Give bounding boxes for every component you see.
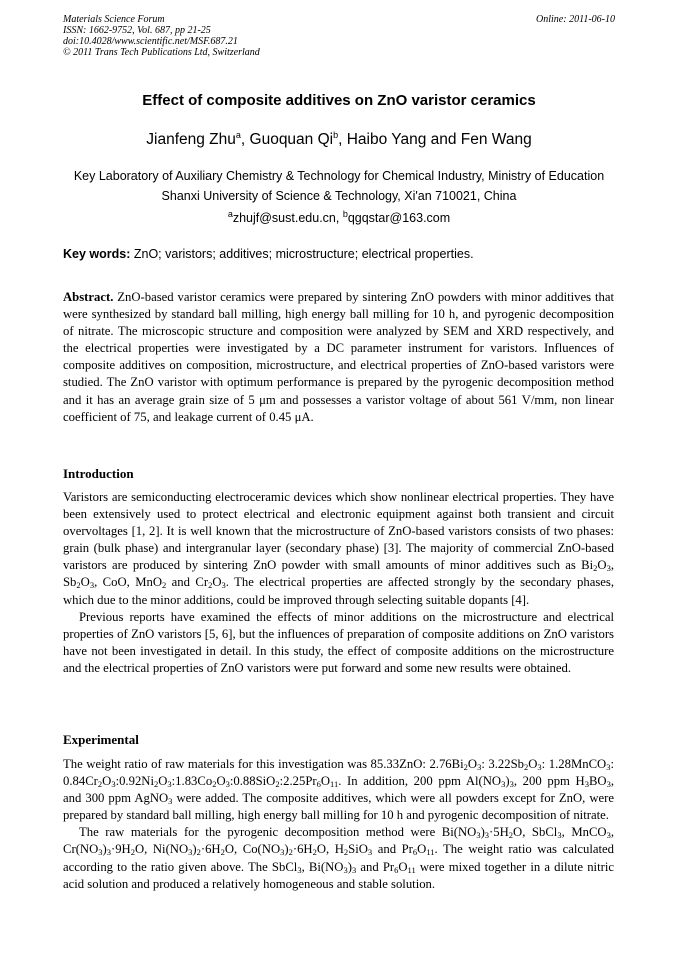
keywords-text: ZnO; varistors; additives; microstructure; electrical properties.	[130, 247, 474, 261]
keywords	[63, 247, 615, 261]
journal-copyright: © 2011 Trans Tech Publications Ltd, Switzerland	[63, 47, 260, 58]
email-link[interactable]: qgqstar@163.com	[347, 211, 451, 226]
paper-title: Effect of composite additives on ZnO varistor ceramics	[142, 92, 536, 109]
journal-header	[63, 14, 615, 58]
email-superscript: b	[342, 209, 348, 219]
email-superscript: a	[227, 209, 233, 219]
author-emails	[0, 209, 678, 225]
paragraph: The weight ratio of raw materials for this investigation was 85.33ZnO: $2.76Bi_2O_3$: $3.22Sb_2O_3$: 1.28MnCO$_3$: $0.84Cr_2O_3:0.92Ni_2O_3:1.83Co_2O_3:0.88SiO_2:2.25Pr_6O_{11}$. In addition, 200 ppm $Al(NO_3)_3$, 200 ppm $H_3BO_3$, and 300 ppm AgNO$_3$ were added. The composite additives, which were all powders except for ZnO, were prepared by standard ball milling, high energy ball milling for 10 h and pyrogenic decomposition of nitrate.	[63, 757, 615, 823]
online-date: Online: 2011-06-10	[536, 14, 615, 25]
author-superscript: b	[333, 130, 339, 140]
journal-doi: doi:10.4028/www.scientific.net/MSF.687.21	[63, 36, 238, 47]
section-heading-experimental: Experimental	[63, 732, 139, 747]
abstract-text: ZnO-based varistor ceramics were prepared by sintering ZnO powders with minor additives that were synthesized by standard ball milling, high energy ball milling for 10 h, and pyrogenic decomposition of nitrate. The microscopic structure and composition were analyzed by SEM and XRD respectively, and the electrical properties were investigated by a DC parameter instrument for varistors. Influences of composite additives on composition, microstructure, and electrical properties of ZnO-based varistors were studied. The ZnO varistor with optimum performance is prepared by the pyrogenic decomposition method and it has an average grain size of 5 μm and possesses a varistor voltage of about 561 V/mm, non linear coefficient of 75, and leakage current of 0.45 μA.	[63, 290, 614, 424]
paragraph: Varistors are semiconducting electroceramic devices which show nonlinear electrical properties. They have been extensively used to protect electrical and electronic equipment against both transient and circuit overvoltages [1, 2]. It is well known that the microstructure of ZnO-based varistors consists of two phases: grain (bulk phase) and intergranular layer (secondary phase) [3]. The majority of commercial ZnO-based varistors are produced by sintering ZnO powder with small amounts of minor additives such as $Bi_2O_3$, $Sb_2O_3$, CoO, MnO$_2$ and $Cr_2O_3$. The electrical properties are affected strongly by the secondary phases, which due to the minor additions, could be improved through selecting suitable dopants [4].	[63, 490, 614, 607]
author-superscript: a	[235, 130, 241, 140]
email-link[interactable]: zhujf@sust.edu.cn,	[232, 211, 343, 226]
journal-issn: ISSN: 1662-9752, Vol. 687, pp 21-25	[63, 25, 211, 36]
abstract-label: Abstract.	[63, 290, 114, 304]
keywords-label: Key words:	[63, 247, 131, 261]
paragraph: The raw materials for the pyrogenic decomposition method were $Bi(NO_3)_3\cdot 5H_2O$, SbCl$_3$, MnCO$_3$, $Cr(NO_3)_3\cdot 9H_2O$, $Ni(NO_3)_2\cdot 6H_2O$, $Co(NO_3)_2\cdot 6H_2O$, $H_2SiO_3$ and $Pr_6O_{11}$. The weight ratio was calculated according to the ratio given above. The SbCl$_3$, $Bi(NO_3)_3$ and $Pr_6O_{11}$ were mixed together in a dilute nitric acid solution and produced a relatively homogeneous and stable solution.	[63, 825, 614, 891]
section-heading-introduction: Introduction	[63, 466, 134, 481]
abstract	[63, 289, 614, 426]
author-name: , Guoquan Qi	[240, 131, 334, 149]
introduction-body	[63, 489, 614, 677]
author-names: , Haibo Yang and Fen Wang	[338, 131, 532, 149]
affiliation	[0, 166, 678, 206]
author-list	[0, 130, 678, 149]
affiliation-line: Shanxi University of Science & Technology, Xi'an 710021, China	[161, 189, 517, 203]
author-name: Jianfeng Zhu	[146, 131, 236, 149]
paragraph: Previous reports have examined the effects of minor additions on the microstructure and electrical properties of ZnO varistors [5, 6], but the influences of preparation of composite additions on ZnO varistors have not been investigated in detail. In this study, the effect of composite additions on the microstructure and the electrical properties of ZnO varistors were put forward and some new results were obtained.	[63, 609, 614, 675]
experimental-body	[63, 756, 614, 893]
journal-name: Materials Science Forum	[63, 14, 165, 25]
affiliation-line: Key Laboratory of Auxiliary Chemistry & Technology for Chemical Industry, Ministry of Education	[73, 169, 605, 183]
